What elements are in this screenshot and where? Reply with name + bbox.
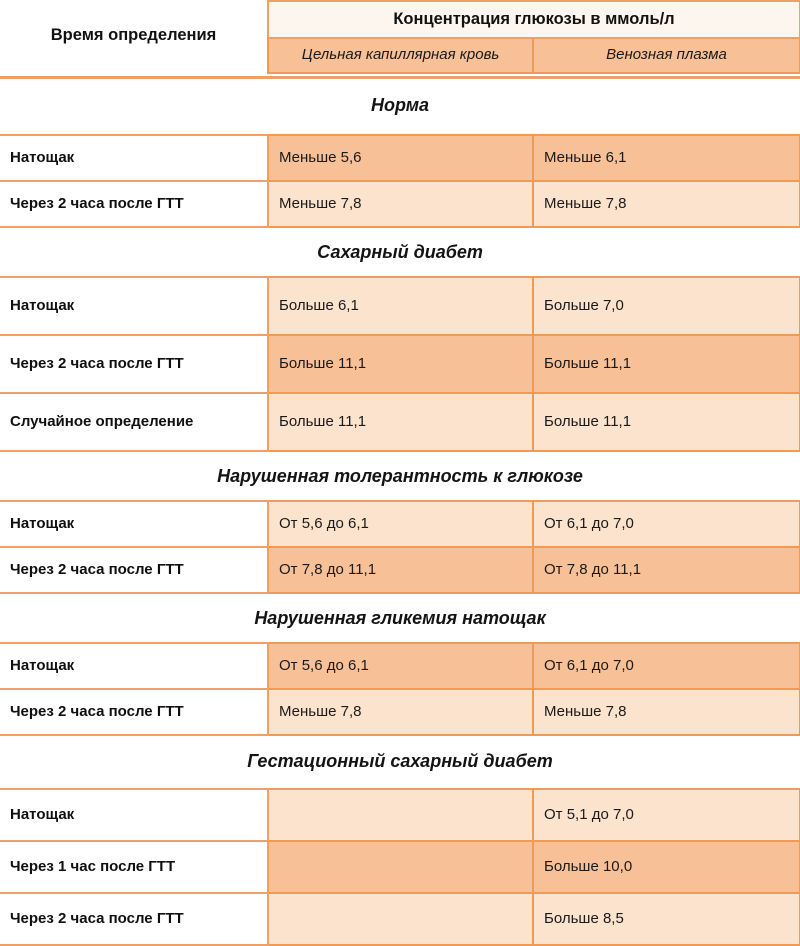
table-row [0, 893, 800, 945]
header-subcolumn-capillary: Цельная капиллярная кровь [268, 38, 533, 73]
header-underline-row [0, 73, 800, 78]
row-label: Через 2 часа после ГТТ [0, 335, 268, 393]
section-title-glucose-intolerance: Нарушенная толерантность к глюкозе [0, 452, 800, 500]
cell-capillary [268, 789, 533, 841]
cell-venous: Больше 10,0 [533, 841, 800, 893]
cell-venous: От 6,1 до 7,0 [533, 643, 800, 689]
table-row [0, 841, 800, 893]
header-underline [0, 73, 800, 78]
section-table-impaired-fasting-glycemia [0, 642, 800, 736]
section-title-gestational-diabetes: Гестационный сахарный диабет [0, 736, 800, 788]
table-row [0, 335, 800, 393]
cell-venous: Меньше 6,1 [533, 135, 800, 181]
table-row [0, 181, 800, 227]
cell-capillary: Меньше 7,8 [268, 181, 533, 227]
cell-capillary: Меньше 7,8 [268, 689, 533, 735]
table-row [0, 547, 800, 593]
row-label: Натощак [0, 501, 268, 547]
cell-capillary: Меньше 5,6 [268, 135, 533, 181]
row-label: Через 2 часа после ГТТ [0, 689, 268, 735]
cell-capillary: От 5,6 до 6,1 [268, 501, 533, 547]
section-table-diabetes [0, 276, 800, 452]
row-label: Натощак [0, 135, 268, 181]
header-label-column: Время определения [0, 1, 268, 73]
section-table-gestational-diabetes [0, 788, 800, 946]
section-title-impaired-fasting-glycemia: Нарушенная гликемия натощак [0, 594, 800, 642]
row-label: Через 2 часа после ГТТ [0, 893, 268, 945]
table-row [0, 789, 800, 841]
section-table-glucose-intolerance [0, 500, 800, 594]
cell-venous: От 5,1 до 7,0 [533, 789, 800, 841]
cell-venous: От 6,1 до 7,0 [533, 501, 800, 547]
section-title-diabetes: Сахарный диабет [0, 228, 800, 276]
table-row [0, 135, 800, 181]
cell-capillary: Больше 11,1 [268, 335, 533, 393]
section-title-norma: Норма [0, 79, 800, 134]
cell-venous: Больше 8,5 [533, 893, 800, 945]
table-row [0, 277, 800, 335]
cell-capillary: Больше 6,1 [268, 277, 533, 335]
cell-venous: Больше 7,0 [533, 277, 800, 335]
header-row-top [0, 1, 800, 38]
cell-capillary: От 5,6 до 6,1 [268, 643, 533, 689]
cell-capillary [268, 841, 533, 893]
row-label: Натощак [0, 277, 268, 335]
row-label: Случайное определение [0, 393, 268, 451]
cell-venous: Больше 11,1 [533, 393, 800, 451]
table-header [0, 0, 800, 79]
table-row [0, 393, 800, 451]
cell-capillary: От 7,8 до 11,1 [268, 547, 533, 593]
row-label: Через 1 час после ГТТ [0, 841, 268, 893]
table-row [0, 501, 800, 547]
row-label: Натощак [0, 643, 268, 689]
row-label: Через 2 часа после ГТТ [0, 547, 268, 593]
cell-capillary [268, 893, 533, 945]
cell-venous: От 7,8 до 11,1 [533, 547, 800, 593]
cell-venous: Больше 11,1 [533, 335, 800, 393]
row-label: Натощак [0, 789, 268, 841]
row-label: Через 2 часа после ГТТ [0, 181, 268, 227]
cell-capillary: Больше 11,1 [268, 393, 533, 451]
table-row [0, 689, 800, 735]
section-table-norma [0, 134, 800, 228]
header-group-title: Концентрация глюкозы в ммоль/л [268, 1, 800, 38]
cell-venous: Меньше 7,8 [533, 689, 800, 735]
table-row [0, 643, 800, 689]
cell-venous: Меньше 7,8 [533, 181, 800, 227]
header-subcolumn-venous: Венозная плазма [533, 38, 800, 73]
